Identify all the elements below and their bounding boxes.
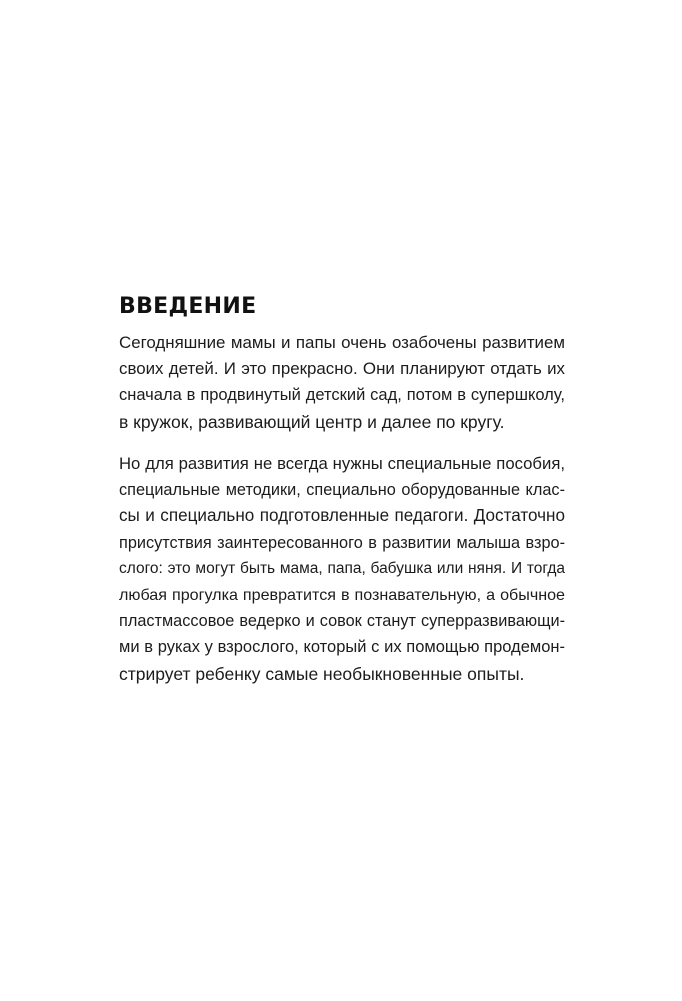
text-line: сы и специально подготовленные педагоги. Достаточно <box>119 506 565 526</box>
text-line: специальные методики, специально оборудованные клас- <box>119 481 565 500</box>
text-line: стрирует ребенку самые необыкновенные опыты. <box>119 663 525 684</box>
section-title: ВВЕДЕНИЕ <box>119 294 257 319</box>
text-line: присутствия заинтересованного в развитии малыша взро- <box>119 533 565 552</box>
text-line: пластмассовое ведерко и совок станут суперразвивающи- <box>119 612 565 631</box>
text-line: Но для развития не всегда нужны специальные пособия, <box>119 454 565 473</box>
text-line: слого: это могут быть мама, папа, бабушка или няня. И тогда <box>119 559 565 577</box>
text-line: ми в руках у взрослого, который с их помощью продемон- <box>119 638 565 657</box>
paragraph-development <box>119 451 565 687</box>
text-line: Сегодняшние мамы и папы очень озабочены развитием <box>119 333 565 352</box>
text-line: сначала в продвинутый детский сад, потом в супершколу, <box>119 386 565 405</box>
paragraph-intro <box>119 330 565 435</box>
text-line: в кружок, развивающий центр и далее по кругу. <box>119 411 505 432</box>
text-line: любая прогулка превратится в познавательную, а обычное <box>119 586 565 605</box>
text-line: своих детей. И это прекрасно. Они планируют отдать их <box>119 359 565 379</box>
